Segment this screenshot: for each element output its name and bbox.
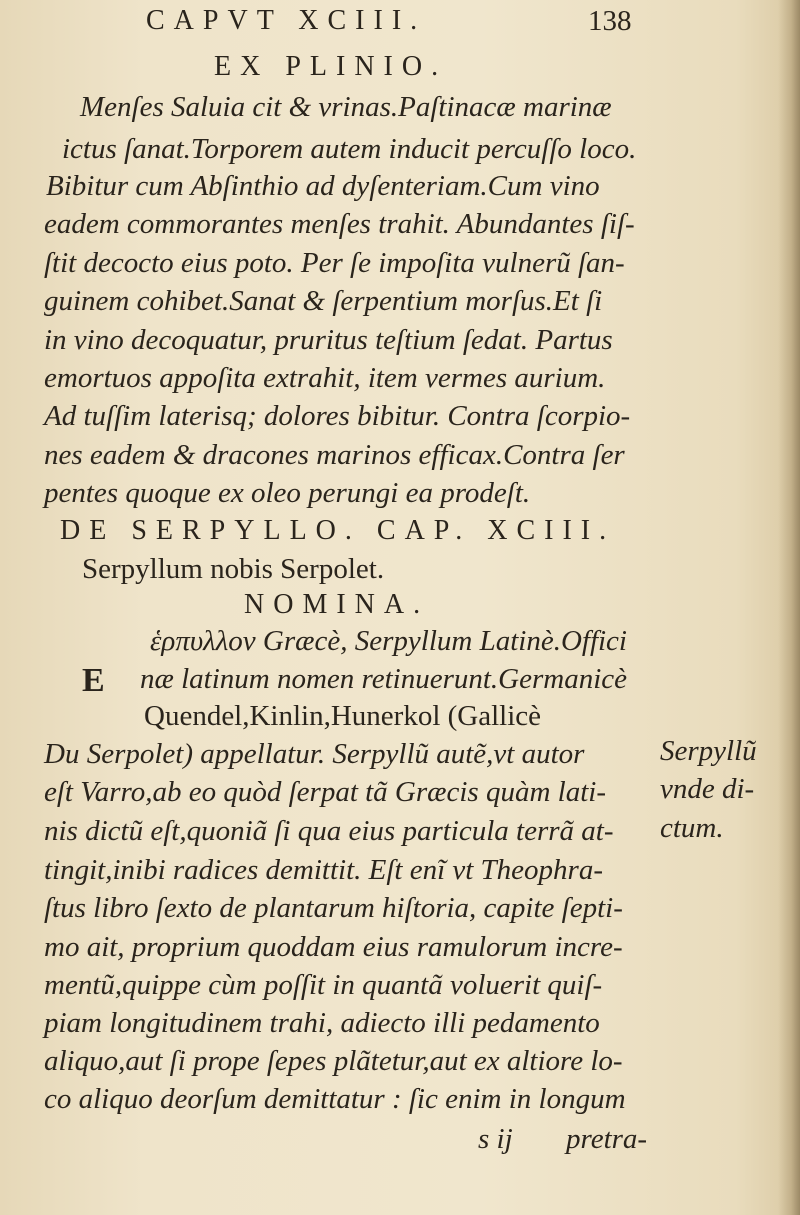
- text-line: tingit,inibi radices demittit. Eſt enĩ vt Theophra-: [44, 854, 604, 886]
- text-line: pentes quoque ex oleo perungi ea prodeſt.: [44, 477, 531, 509]
- drop-initial: E: [82, 662, 105, 699]
- text-line: Du Serpolet) appellatur. Serpyllũ autẽ,vt autor: [44, 738, 585, 770]
- text-line: Quendel,Kinlin,Hunerkol (Gallicè: [144, 700, 542, 732]
- chapter-heading-de-serpyllo: DE SERPYLLO. CAP. XCIII.: [60, 515, 616, 546]
- text-line: mentũ,quippe cùm poſſit in quantã voluerit quiſ-: [44, 969, 603, 1001]
- text-line: aliquo,aut ſi prope ſepes plãtetur,aut ex altiore lo-: [44, 1045, 623, 1077]
- text-line: Menſes Saluia cit & vrinas.Paſtinacæ marinæ: [80, 91, 612, 123]
- text-line: eſt Varro,ab eo quòd ſerpat tã Græcis quàm lati-: [44, 776, 606, 808]
- text-line: Ad tuſſim laterisq; dolores bibitur. Contra ſcorpio-: [44, 400, 631, 432]
- nomina-heading: NOMINA.: [244, 589, 430, 620]
- text-line: eadem commorantes menſes trahit. Abundantes ſiſ-: [44, 208, 635, 240]
- text-line: Bibitur cum Abſinthio ad dyſenteriam.Cum vino: [46, 170, 600, 202]
- margin-note: ctum.: [660, 812, 724, 844]
- text-line: ſtus libro ſexto de plantarum hiſtoria, capite ſepti-: [44, 892, 623, 924]
- text-line: ſtit decocto eius poto. Per ſe impoſita vulnerũ ſan-: [44, 247, 625, 279]
- text-line: co aliquo deorſum demittatur : ſic enim in longum: [44, 1083, 626, 1115]
- text-line: nis dictũ eſt,quoniã ſi qua eius particula terrã at-: [44, 815, 614, 847]
- text-line: emortuos appoſita extrahit, item vermes aurium.: [44, 362, 606, 394]
- margin-note: Serpyllũ: [660, 735, 757, 767]
- signature-mark: s ij: [478, 1123, 513, 1155]
- margin-note: vnde di-: [660, 773, 755, 805]
- catchword: pretra-: [566, 1123, 648, 1155]
- text-line: næ latinum nomen retinuerunt.Germanicè: [140, 663, 628, 695]
- text-line: ἑρπυλλον Græcè, Serpyllum Latinè.Offici: [150, 625, 627, 657]
- text-line: in vino decoquatur, pruritus teſtium ſedat. Partus: [44, 324, 613, 356]
- page-edge: [778, 0, 800, 1215]
- running-head-chapter: CAPVT XCIII.: [146, 5, 427, 36]
- text-line: ictus ſanat.Torporem autem inducit percuſſo loco.: [62, 133, 637, 165]
- text-line: piam longitudinem trahi, adiecto illi pedamento: [44, 1007, 600, 1039]
- text-line: nes eadem & dracones marinos efficax.Contra ſer: [44, 439, 625, 471]
- folio-number: 138: [588, 5, 632, 37]
- chapter-subtitle: Serpyllum nobis Serpolet.: [82, 553, 385, 585]
- section-heading-ex-plinio: EX PLINIO.: [214, 51, 448, 82]
- text-line: mo ait, proprium quoddam eius ramulorum incre-: [44, 931, 623, 963]
- text-line: guinem cohibet.Sanat & ſerpentium morſus.Et ſi: [44, 285, 603, 317]
